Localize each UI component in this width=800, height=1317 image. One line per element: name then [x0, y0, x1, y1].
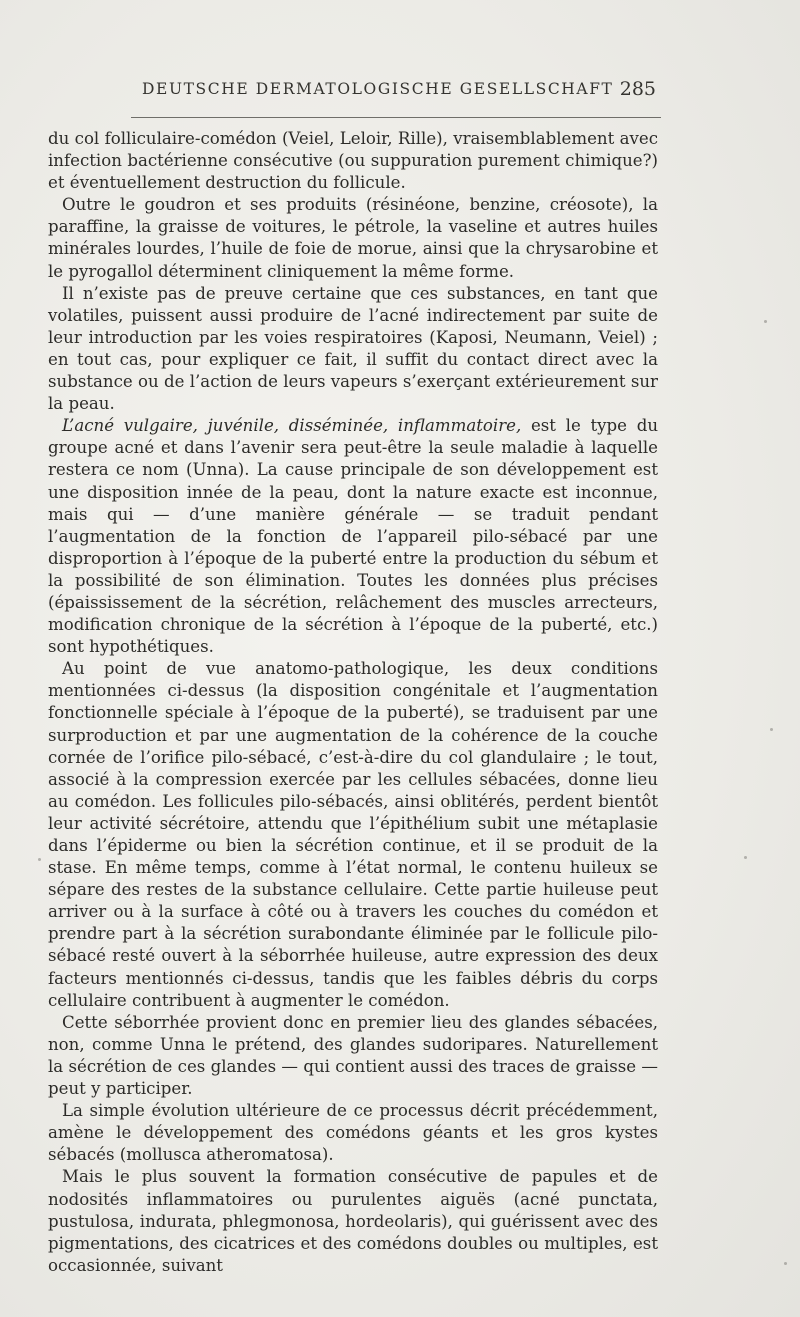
- paragraph-4: [48, 415, 658, 658]
- paragraph-8: Mais le plus souvent la formation consécutive de papules et de nodosités inflammatoires ou purulentes aiguës (acné punctata, pustulosa, indurata, phlegmonosa, hordeolaris), qui guérissent avec des pigmentations, des cicatrices et des comédons doubles ou multiples, est occasionnée, suivant: [48, 1167, 658, 1275]
- page-number: 285: [619, 78, 656, 100]
- paragraph-7: La simple évolution ultérieure de ce processus décrit précédemment, amène le développement des comédons géants et les gros kystes sébacés (mollusca atheromatosa).: [48, 1101, 658, 1165]
- paper-speck: [744, 856, 747, 859]
- paragraph-4-text: est le type du groupe acné et dans l’avenir sera peut-être la seule maladie à laquelle restera ce nom (Unna). La cause principale de son développement est une disposition innée de la peau, dont la nature exacte est inconnue, mais qui — d’une manière générale — se traduit pendant l’augmentation de la fonction de l’appareil pilo-sébacé par une disproportion à l’époque de la puberté entre la production du sébum et la possibilité de son élimination. Toutes les données plus précises (épaississement de la sécrétion, relâchement des muscles arrecteurs, modification chronique de la sécrétion à l’époque de la puberté, etc.) sont hypothétiques.: [48, 416, 659, 657]
- paper-speck: [38, 858, 41, 861]
- paragraph-2: Outre le goudron et ses produits (résinéone, benzine, créosote), la paraffine, la graisse de voitures, le pétrole, la vaseline et autres huiles minérales lourdes, l’huile de foie de morue, ainsi que la chrysarobine et le pyrogallol déterminent cliniquement la même forme.: [48, 195, 658, 281]
- paragraph-1: du col folliculaire-comédon (Veiel, Leloir, Rille), vraisemblablement avec infection bactérienne consécutive (ou suppuration purement chimique?) et éventuellement destruction du follicule.: [48, 129, 658, 193]
- paragraph-3: Il n’existe pas de preuve certaine que ces substances, en tant que volatiles, puissent aussi produire de l’acné indirectement par suite de leur introduction par les voies respiratoires (Kaposi, Neumann, Veiel) ; en tout cas, pour expliquer ce fait, il suffit du contact direct avec la substance ou de l’action de leurs vapeurs s’exerçant extérieurement sur la peau.: [48, 283, 658, 414]
- header-rule: [131, 117, 661, 118]
- paragraph-5: Au point de vue anatomo-pathologique, les deux conditions mentionnées ci-dessus (la disposition congénitale et l’augmentation fonctionnelle spéciale à l’époque de la puberté), se traduisent par une surproduction et par une augmentation de la cohérence de la couche cornée de l’orifice pilo-sébacé, c’est-à-dire du col glandulaire ; le tout, associé à la compression exercée par les cellules sébacées, donne lieu au comédon. Les follicules pilo-sébacés, ainsi oblitérés, perdent bientôt leur activité sécrétoire, attendu que l’épithélium subit une métaplasie dans l’épiderme ou bien la sécrétion continue, et il se produit de la stase. En même temps, comme à l’état normal, le contenu huileux se sépare des restes de la substance cellulaire. Cette partie huileuse peut arriver ou à la surface à côté ou à travers les couches du comédon et prendre part à la sécrétion surabondante éliminée par le follicule pilo-sébacé resté ouvert à la séborrhée huileuse, autre expression des deux facteurs mentionnés ci-dessus, tandis que les faibles débris du corps cellulaire contribuent à augmenter le comédon.: [48, 659, 658, 1010]
- paper-speck: [784, 1262, 787, 1265]
- running-title: DEUTSCHE DERMATOLOGISCHE GESELLSCHAFT: [142, 80, 614, 98]
- paragraph-6: Cette séborrhée provient donc en premier lieu des glandes sébacées, non, comme Unna le prétend, des glandes sudoripares. Naturellement la sécrétion de ces glandes — qui contient aussi des traces de graisse — peut y participer.: [48, 1012, 658, 1099]
- body-text: [48, 128, 658, 1277]
- italic-lead: L’acné vulgaire, juvénile, disséminée, inflammatoire,: [62, 416, 522, 436]
- paper-speck: [764, 320, 767, 323]
- paper-speck: [770, 728, 773, 731]
- running-head: [128, 78, 656, 108]
